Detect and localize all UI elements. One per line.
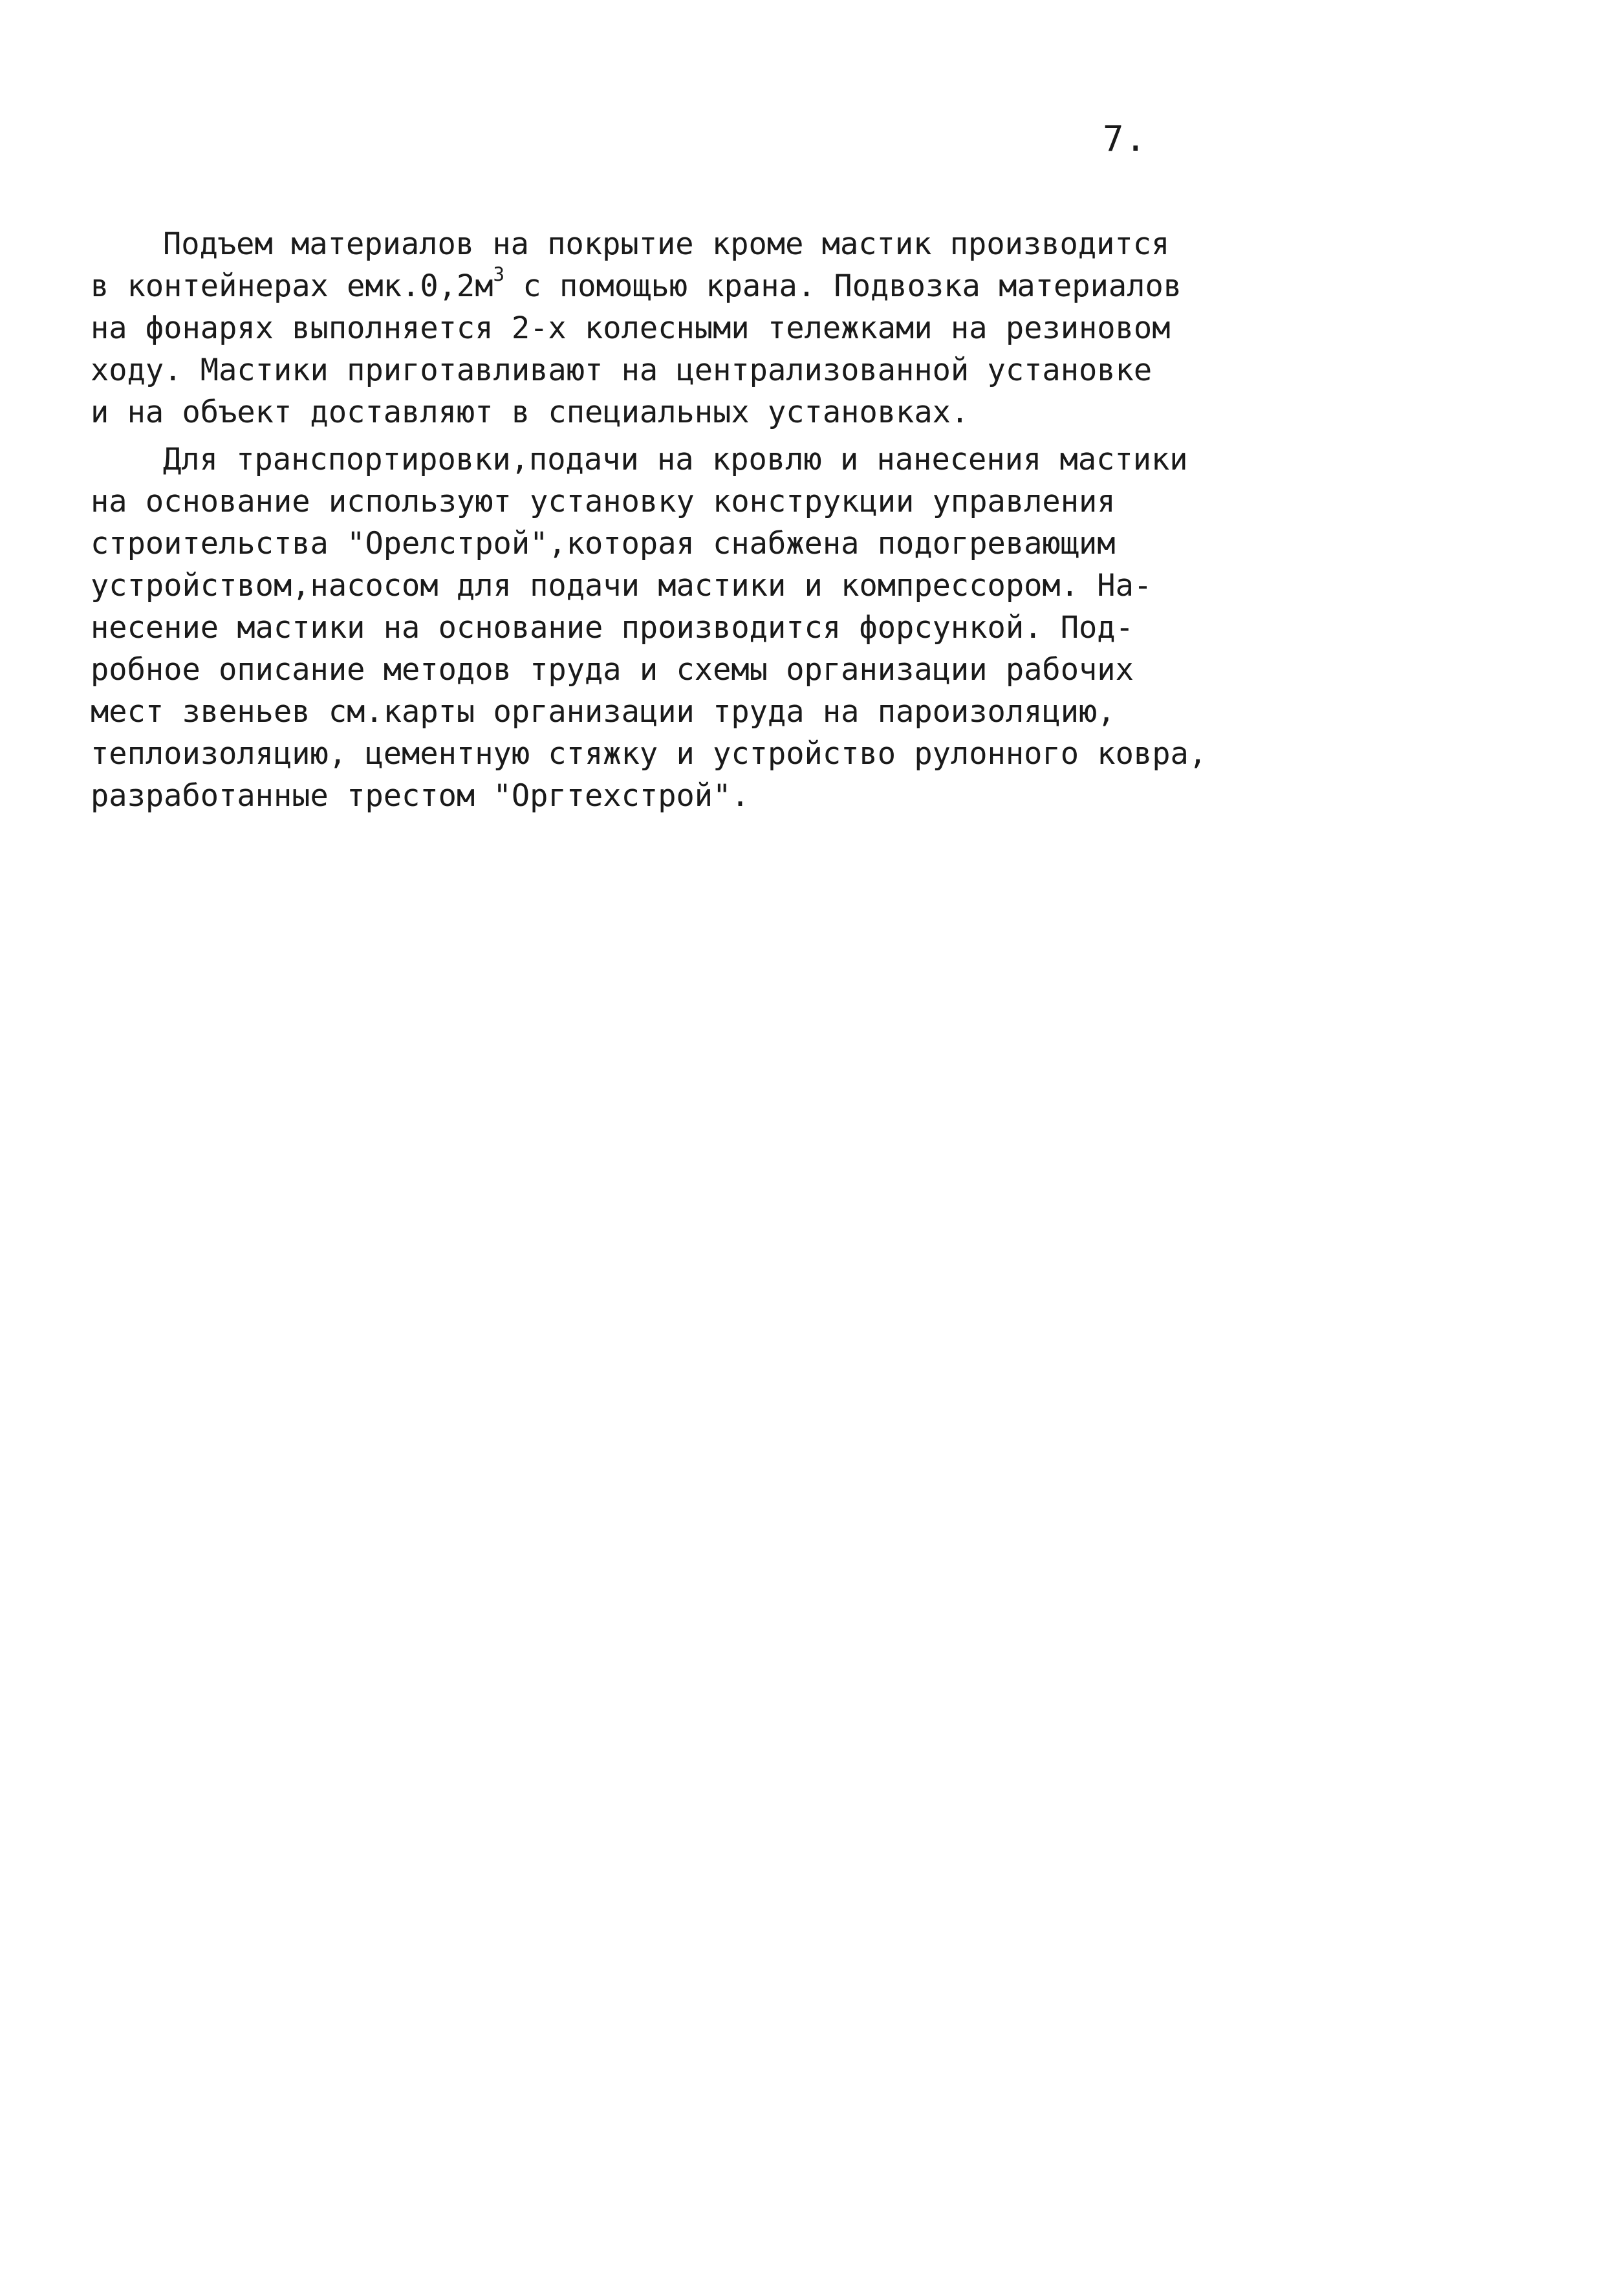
- superscript-cubic: 3: [493, 263, 505, 286]
- text-line: строительства "Орелстрой",которая снабжена подогревающим: [91, 526, 1116, 561]
- text-segment: в контейнерах емк.0,2м: [91, 268, 493, 304]
- text-line: теплоизоляцию, цементную стяжку и устройство рулонного ковра,: [91, 736, 1207, 772]
- text-line: ходу. Мастики приготавливают на централизованной установке: [91, 353, 1153, 388]
- text-line: на фонарях выполняется 2-х колесными тележками на резиновом: [91, 310, 1171, 346]
- text-line: робное описание методов труда и схемы организации рабочих: [91, 652, 1134, 688]
- text-line: устройством,насосом для подачи мастики и компрессором. На-: [91, 568, 1153, 603]
- paragraph-1: [91, 223, 1384, 433]
- text-line: несение мастики на основание производится форсункой. Под-: [91, 610, 1134, 646]
- page-number: 7.: [1103, 118, 1148, 159]
- text-line: мест звеньев см.карты организации труда на пароизоляцию,: [91, 694, 1116, 730]
- text-line: и на объект доставляют в специальных установках.: [91, 395, 969, 430]
- text-line: Подъем материалов на покрытие кроме мастик производится: [163, 226, 1170, 262]
- paragraph-2: [91, 439, 1384, 817]
- text-line: на основание используют установку конструкции управления: [91, 484, 1116, 519]
- body-text: [91, 223, 1384, 817]
- text-line-with-superscript: [91, 265, 1384, 307]
- text-line: разработанные трестом "Оргтехстрой".: [91, 778, 750, 814]
- text-segment: с помощью крана. Подвозка материалов: [504, 268, 1182, 304]
- text-line: Для транспортировки,подачи на кровлю и нанесения мастики: [163, 442, 1188, 477]
